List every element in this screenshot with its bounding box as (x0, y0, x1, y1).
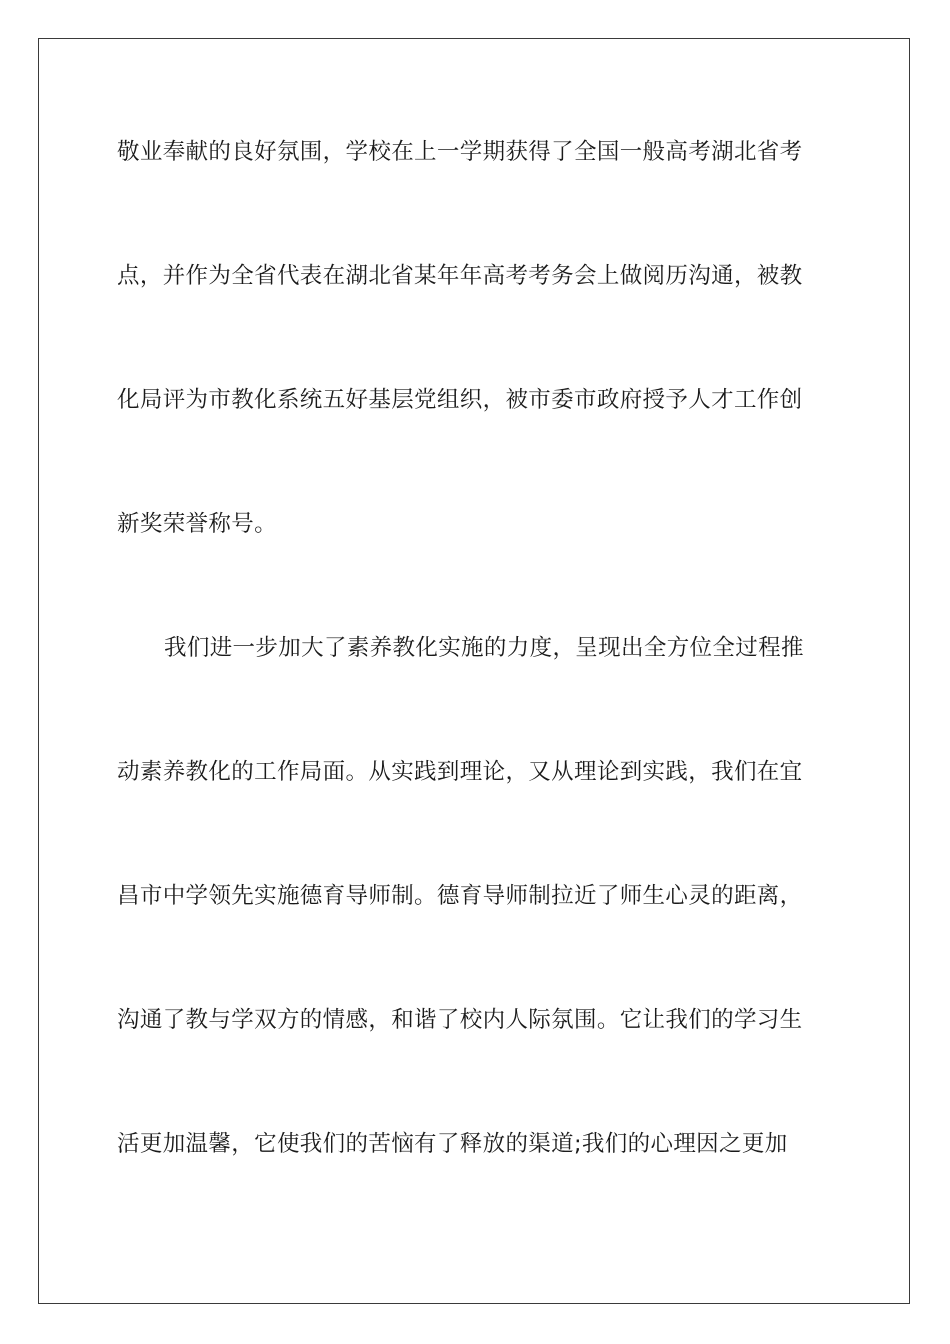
paragraph-line: 活更加温馨，它使我们的苦恼有了释放的渠道;我们的心理因之更加 (117, 1131, 788, 1157)
paragraph-line: 沟通了教与学双方的情感，和谐了校内人际氛围。它让我们的学习生 (117, 1007, 803, 1033)
paragraph-line: 动素养教化的工作局面。从实践到理论，又从理论到实践，我们在宜 (117, 759, 803, 785)
paragraph-line: 化局评为市教化系统五好基层党组织，被市委市政府授予人才工作创 (117, 387, 803, 413)
paragraph-line: 敬业奉献的良好氛围，学校在上一学期获得了全国一般高考湖北省考 (117, 139, 803, 165)
paragraph-line: 新奖荣誉称号。 (117, 511, 277, 537)
page-border (38, 38, 910, 1304)
paragraph-line: 昌市中学领先实施德育导师制。德育导师制拉近了师生心灵的距离， (117, 883, 803, 909)
paragraph-line: 我们进一步加大了素养教化实施的力度，呈现出全方位全过程推 (164, 635, 804, 661)
paragraph-line: 点，并作为全省代表在湖北省某年年高考考务会上做阅历沟通，被教 (117, 263, 803, 289)
